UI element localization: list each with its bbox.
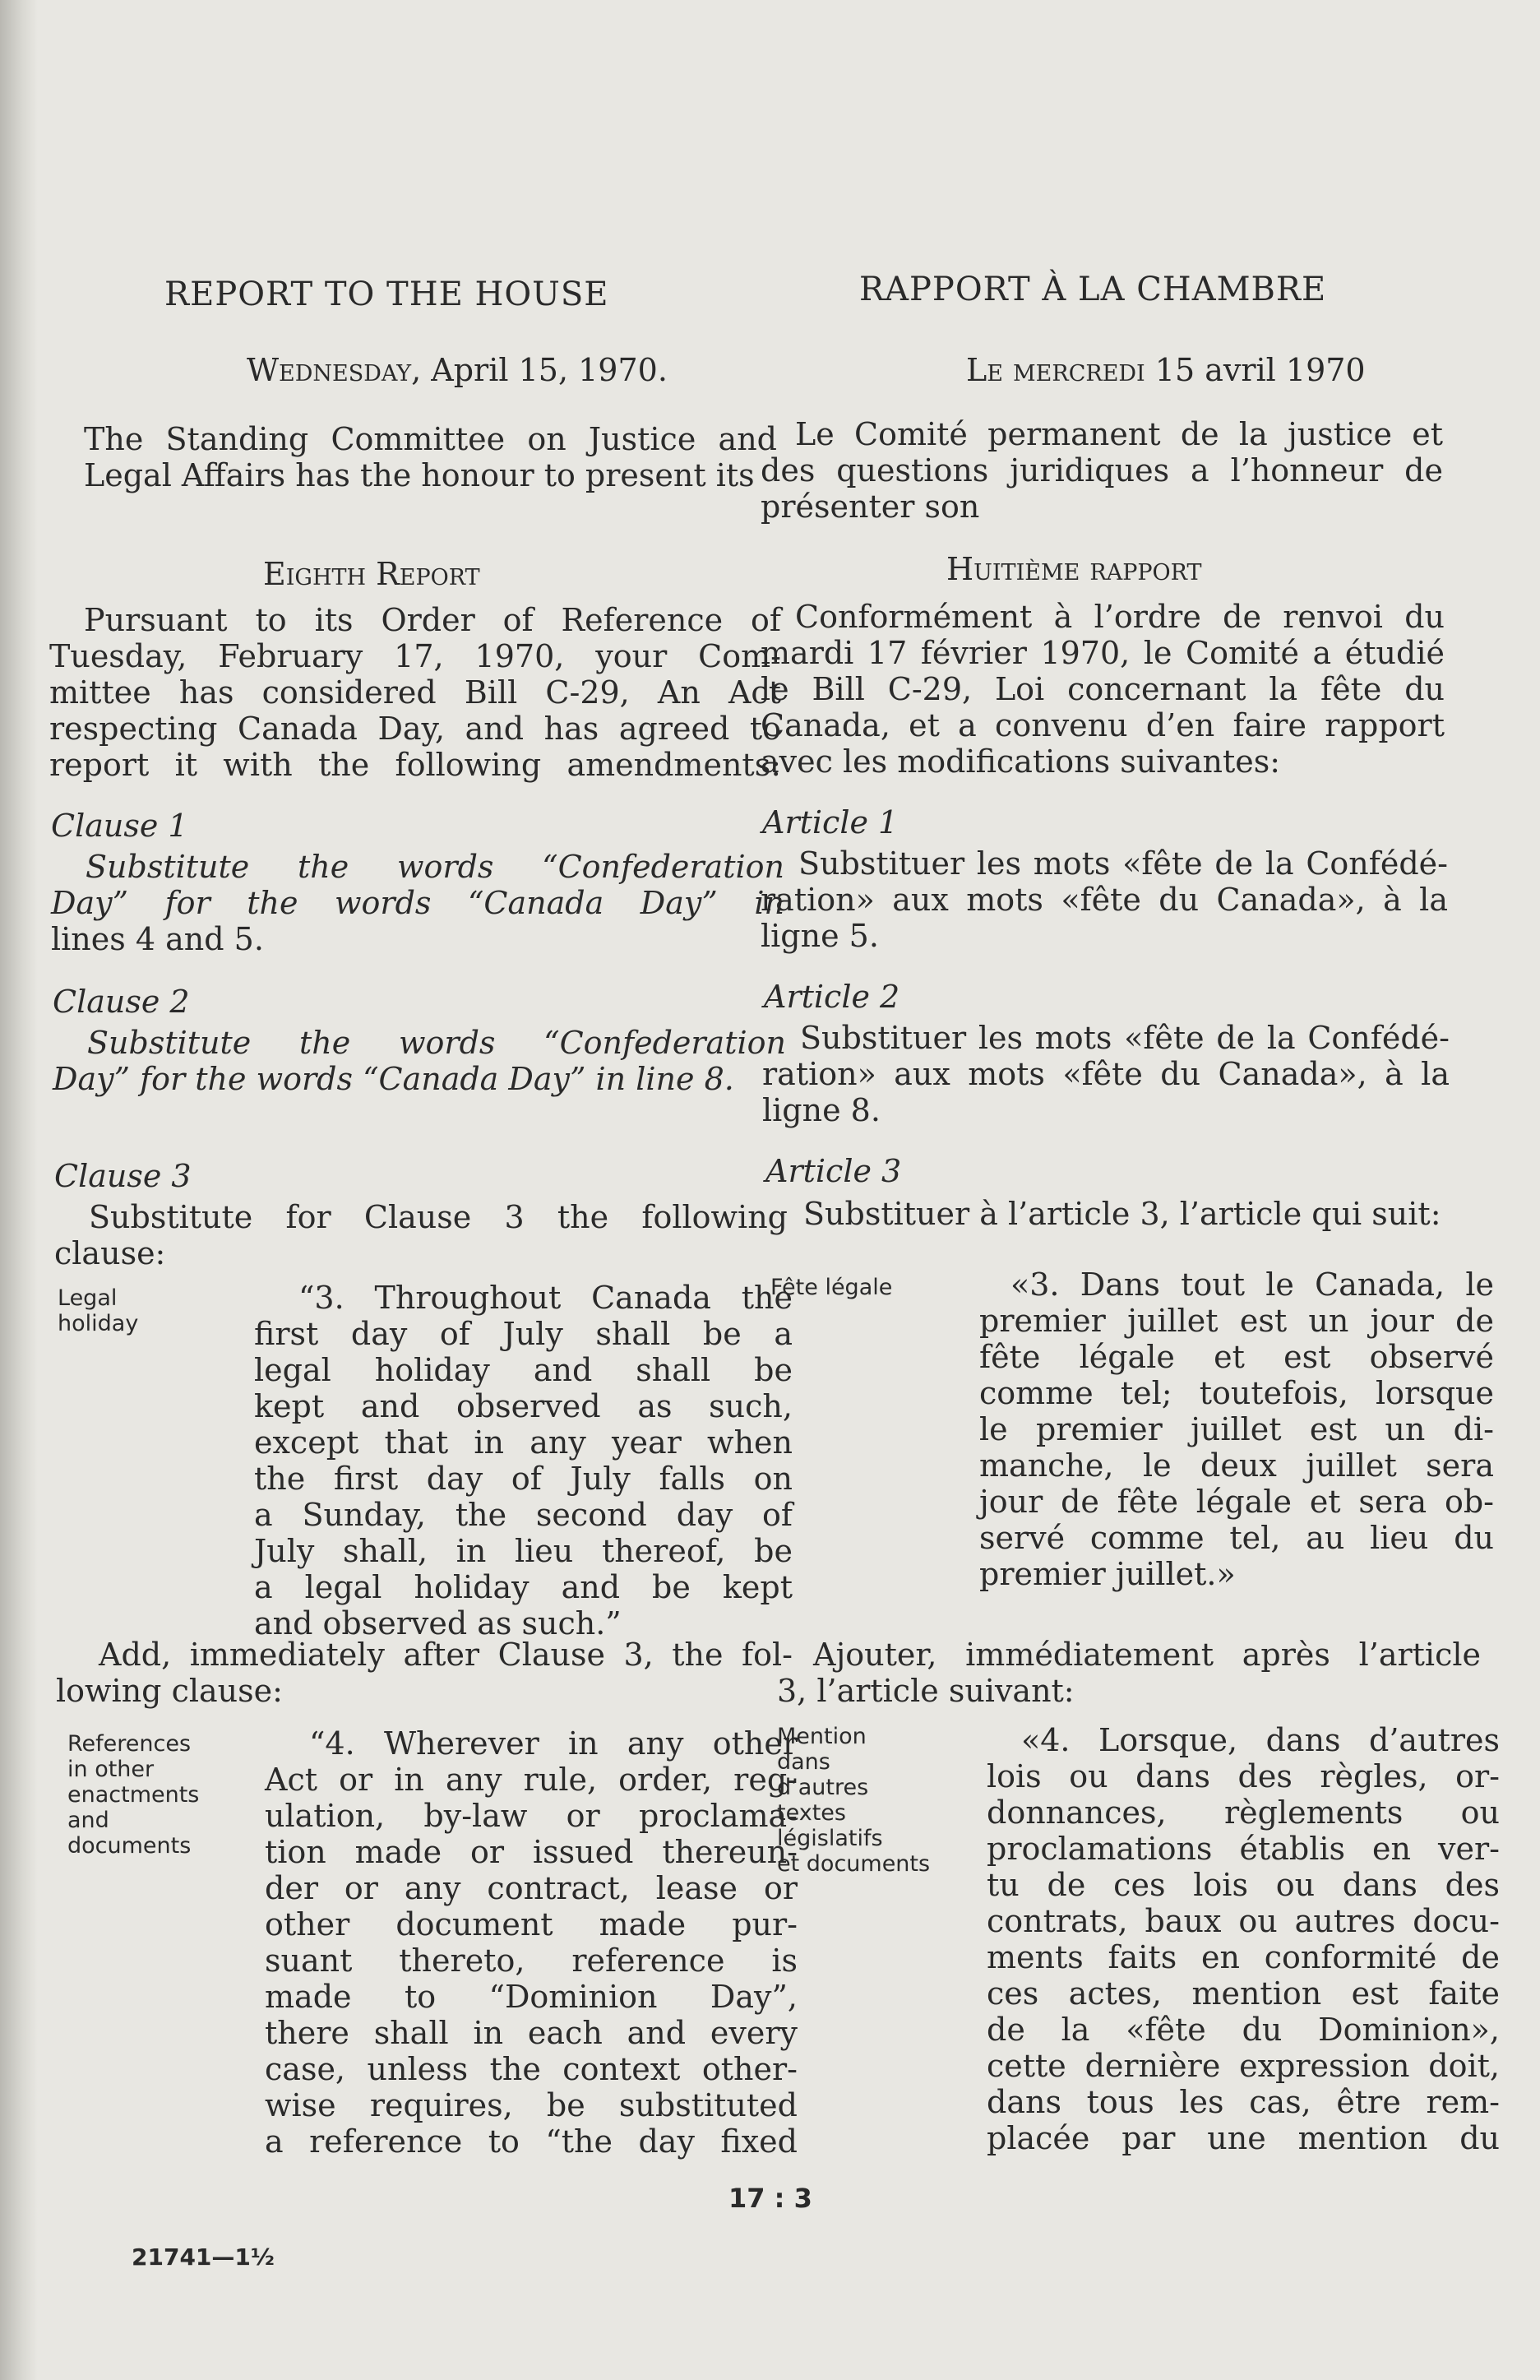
english-add-clause-intro: Add, immediately after Clause 3, the fol- lowing clause:: [56, 1637, 793, 1709]
french-article2-heading: Article 2: [764, 979, 900, 1015]
margin-note-legal-holiday: Legal holiday: [58, 1285, 139, 1336]
french-article2-text: Substituer les mots «fête de la Confédé- ration» aux mots «fête du Canada», à la ligne 8.: [762, 1020, 1450, 1128]
english-clause3-intro: Substitute for Clause 3 the following clause:: [54, 1199, 788, 1271]
french-article3-amendment: «3. Dans tout le Canada, le premier juillet est un jour de fête légale et est observé comme tel; toutefois, lorsque le premier juillet est un di- manche, le deux juillet sera jour de fête légale et sera ob- servé comme tel, au lieu du premier juillet.»: [979, 1266, 1494, 1592]
english-clause3-amendment: “3. Throughout Canada the first day of July shall be a legal holiday and shall be kept and observed as such, except that in any year when the first day of July falls on a Sunday, the second day of July shall, in lieu thereof, be a legal holiday and be kept and observed as such.”: [254, 1280, 793, 1641]
french-report-title: Huitième rapport: [946, 551, 1202, 587]
page-binding-shadow: [0, 0, 38, 2380]
english-clause1-text: Substitute the words “Confederation Day” for the words “Canada Day” in lines 4 and 5.: [51, 849, 784, 957]
french-article3-intro: Substituer à l’article 3, l’article qui suit:: [803, 1196, 1441, 1232]
french-article1-heading: Article 1: [762, 804, 899, 840]
english-pursuant: Pursuant to its Order of Reference of Tuesday, February 17, 1970, your Com- mittee has considered Bill C-29, An Act respecting Canada Day, and has agreed to report it with the following amendments:: [49, 602, 781, 783]
english-report-title: Eighth Report: [263, 556, 480, 592]
english-intro: The Standing Committee on Justice and Legal Affairs has the honour to present its: [84, 421, 777, 493]
english-clause2-text: Substitute the words “Confederation Day” for the words “Canada Day” in line 8.: [53, 1025, 786, 1097]
printer-signature: 21741—1½: [132, 2243, 275, 2271]
english-clause2-heading: Clause 2: [53, 984, 190, 1020]
margin-note-fete-legale: Fête légale: [770, 1275, 893, 1300]
margin-note-references: References in other enactments and documents: [67, 1731, 200, 1859]
margin-note-mention: Mention dans d’autres textes législatifs et documents: [777, 1724, 931, 1877]
french-pursuant: Conformément à l’ordre de renvoi du mardi 17 février 1970, le Comité a étudié le Bill C-29, Loi concernant la fête du Canada, et a convenu d’en faire rapport avec les modifications suivantes:: [761, 599, 1445, 780]
french-title: RAPPORT À LA CHAMBRE: [859, 271, 1327, 308]
french-date: Le mercredi 15 avril 1970: [966, 352, 1366, 388]
english-clause4-amendment: “4. Wherever in any other Act or in any rule, order, reg- ulation, by-law or proclama- tion made or issued thereun- der or any contract, lease or other document made pur- suant thereto, reference is made to “Dominion Day”, there shall in each and every case, unless the context other- wise requires, be substituted a reference to “the day fixed: [265, 1725, 798, 2160]
french-add-article-intro: Ajouter, immédiatement après l’article 3, l’article suivant:: [777, 1637, 1481, 1709]
english-clause1-heading: Clause 1: [51, 808, 188, 844]
english-clause3-heading: Clause 3: [54, 1158, 192, 1194]
french-article3-heading: Article 3: [765, 1153, 902, 1189]
french-intro: Le Comité permanent de la justice et des questions juridiques a l’honneur de présenter son: [761, 416, 1443, 525]
french-article4-amendment: «4. Lorsque, dans d’autres lois ou dans des règles, or- donnances, règlements ou proclamations établis en ver- tu de ces lois ou dans des contrats, baux ou autres docu- ments faits en conformité de ces actes, mention est faite de la «fête du Dominion», cette dernière expression doit, dans tous les cas, être rem- placée par une mention du: [987, 1722, 1500, 2156]
page-number: 17 : 3: [728, 2183, 812, 2214]
english-date: Wednesday, April 15, 1970.: [247, 352, 668, 388]
english-title: REPORT TO THE HOUSE: [164, 276, 609, 313]
french-article1-text: Substituer les mots «fête de la Confédé- ration» aux mots «fête du Canada», à la ligne 5.: [761, 845, 1448, 954]
